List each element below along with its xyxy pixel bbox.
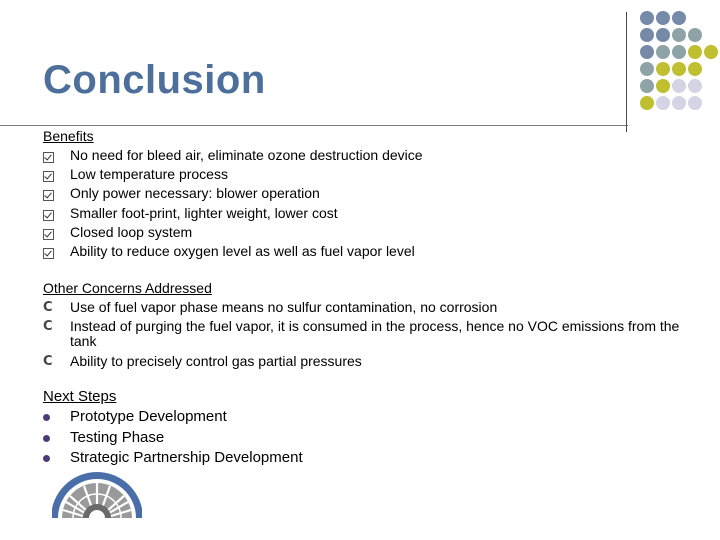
list-item	[43, 428, 683, 449]
dot	[672, 45, 686, 59]
dot	[656, 11, 670, 25]
checkbox-icon	[43, 165, 59, 184]
list-item-text: Closed loop system	[70, 223, 193, 240]
company-logo	[52, 472, 142, 518]
round-bullet-icon	[43, 448, 59, 469]
dot	[640, 96, 654, 110]
dot	[640, 11, 654, 25]
c-glyph-icon: C	[43, 300, 53, 315]
list-item	[43, 223, 683, 242]
list-item	[43, 352, 683, 371]
dot	[688, 45, 702, 59]
round-bullet-icon	[43, 428, 59, 449]
next-steps-heading: Next Steps	[43, 388, 117, 405]
list-item	[43, 184, 683, 203]
vertical-divider	[626, 12, 627, 132]
list-item-text: Strategic Partnership Development	[70, 449, 303, 466]
dot	[656, 96, 670, 110]
list-item	[43, 242, 683, 261]
list-item	[43, 165, 683, 184]
dot	[704, 45, 718, 59]
list-item	[43, 204, 683, 223]
list-item-text: Ability to precisely control gas partial pressures	[70, 353, 362, 370]
list-item-text: No need for bleed air, eliminate ozone destruction device	[70, 147, 423, 163]
concerns-section	[43, 279, 683, 371]
list-item-text: Use of fuel vapor phase means no sulfur contamination, no corrosion	[70, 299, 498, 315]
page-title: Conclusion	[43, 58, 266, 102]
dot	[640, 28, 654, 42]
round-bullet-icon	[43, 407, 59, 428]
dot	[656, 62, 670, 76]
benefits-section	[43, 127, 683, 261]
checkbox-icon	[43, 223, 59, 242]
list-item	[43, 448, 683, 469]
checkbox-icon	[43, 184, 59, 203]
list-item-text: Low temperature process	[70, 166, 228, 183]
list-item-text: Ability to reduce oxygen level as well as fuel vapor level	[70, 243, 415, 260]
list-item	[43, 298, 683, 317]
list-item	[43, 407, 683, 428]
checkbox-icon	[43, 204, 59, 223]
dot	[672, 79, 686, 93]
dot	[656, 28, 670, 42]
dot	[688, 79, 702, 93]
c-glyph-icon: C	[43, 354, 53, 370]
dot	[640, 79, 654, 93]
dot	[656, 79, 670, 93]
dot	[640, 62, 654, 76]
dot	[688, 28, 702, 42]
c-glyph-icon: C	[43, 319, 53, 335]
list-item-text: Testing Phase	[70, 428, 165, 446]
dot	[688, 62, 702, 76]
title-divider	[0, 125, 628, 126]
list-item-text: Smaller foot-print, lighter weight, lower cost	[70, 204, 338, 221]
next-steps-section	[43, 388, 683, 469]
dot	[672, 11, 686, 25]
dot	[672, 62, 686, 76]
dot	[672, 96, 686, 110]
dot	[640, 45, 654, 59]
concerns-heading: Other Concerns Addressed	[43, 280, 212, 296]
dot	[656, 45, 670, 59]
list-item-text: Only power necessary: blower operation	[70, 185, 320, 202]
list-item-text: Prototype Development	[70, 408, 227, 425]
dot	[688, 96, 702, 110]
list-item-text: Instead of purging the fuel vapor, it is consumed in the process, hence no VOC emissions from the tank	[70, 318, 680, 350]
list-item	[43, 146, 683, 165]
list-item	[43, 317, 683, 352]
dot	[672, 28, 686, 42]
decorative-dot-grid	[640, 11, 716, 117]
checkbox-icon	[43, 242, 59, 261]
logo-graphic	[52, 472, 142, 518]
checkbox-icon	[43, 146, 59, 165]
benefits-heading: Benefits	[43, 128, 94, 144]
